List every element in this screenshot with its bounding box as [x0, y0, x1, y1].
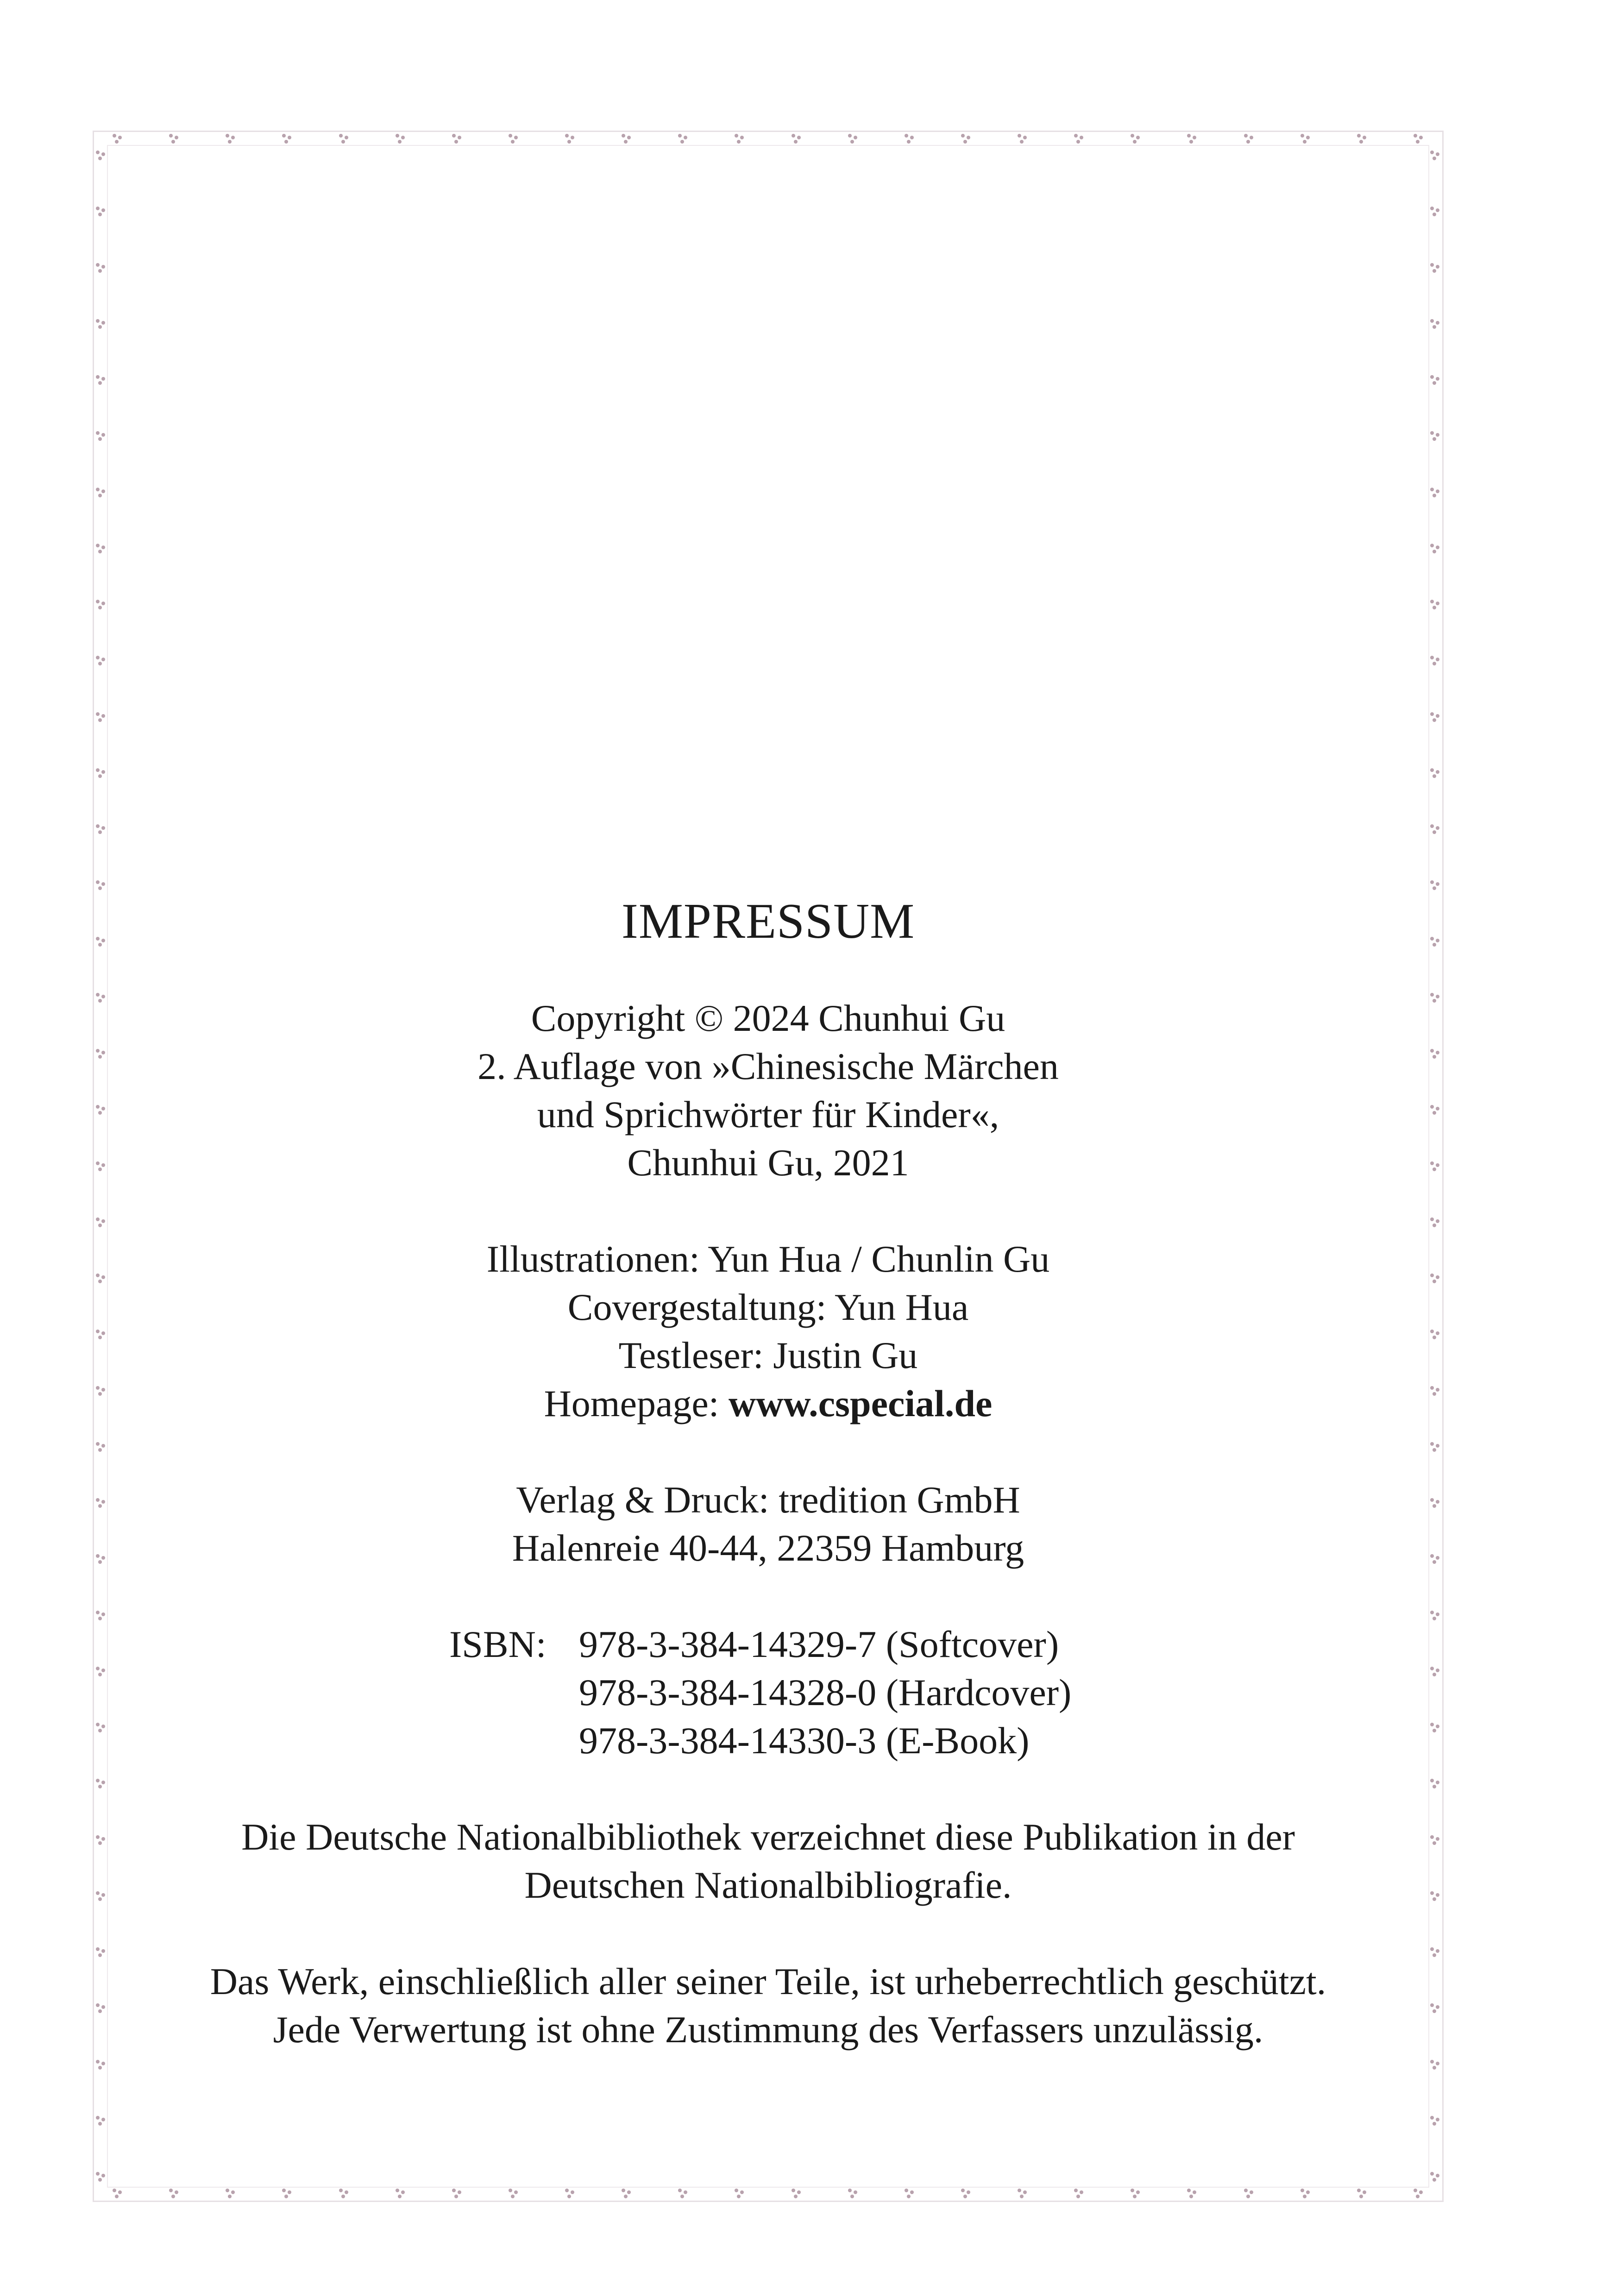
ornament-dot-cluster	[1430, 824, 1440, 834]
ornament-dot-cluster	[622, 2189, 632, 2199]
copyright-block	[93, 994, 1444, 1187]
ornament-dot-cluster	[96, 207, 106, 217]
ornament-dot-cluster	[96, 2116, 106, 2126]
ornament-dot-cluster	[1244, 134, 1254, 144]
isbn-list	[579, 1620, 1071, 1765]
cover-credit: Covergestaltung: Yun Hua	[567, 1286, 969, 1328]
edition-line: 2. Auflage von »Chinesische Märchen	[478, 1045, 1059, 1087]
ornament-dot-cluster	[1187, 134, 1197, 144]
ornament-dot-cluster	[1430, 544, 1440, 554]
ornament-dot-cluster	[905, 134, 915, 144]
ornament-dot-cluster	[1414, 134, 1424, 144]
ornament-dot-cluster	[1301, 2189, 1311, 2199]
ornament-dot-cluster	[96, 880, 106, 891]
ornament-dot-cluster	[396, 134, 406, 144]
rights-notice	[93, 1957, 1444, 2054]
ornament-dot-cluster	[1244, 2189, 1254, 2199]
ornament-dot-cluster	[113, 2189, 123, 2199]
imprint-content	[93, 891, 1444, 2102]
publisher-name: Verlag & Druck: tredition GmbH	[516, 1479, 1020, 1521]
ornament-dot-cluster	[1430, 207, 1440, 217]
publisher-address: Halenreie 40-44, 22359 Hamburg	[512, 1527, 1024, 1569]
dnb-notice-line-1: Die Deutsche Nationalbibliothek verzeichnet diese Publikation in der	[241, 1816, 1295, 1858]
border-ornament-bottom	[113, 2187, 1424, 2201]
isbn-block	[93, 1620, 1444, 1765]
ornament-dot-cluster	[1131, 2189, 1141, 2199]
ornament-dot-cluster	[113, 134, 123, 144]
ornament-dot-cluster	[96, 2172, 106, 2182]
ornament-dot-cluster	[1430, 600, 1440, 610]
ornament-dot-cluster	[509, 2189, 519, 2199]
ornament-dot-cluster	[1074, 134, 1084, 144]
ornament-dot-cluster	[282, 2189, 292, 2199]
dnb-notice	[93, 1813, 1444, 1909]
ornament-dot-cluster	[396, 2189, 406, 2199]
isbn-softcover: 978-3-384-14329-7 (Softcover)	[579, 1623, 1059, 1665]
ornament-dot-cluster	[96, 151, 106, 161]
ornament-dot-cluster	[735, 2189, 745, 2199]
ornament-dot-cluster	[1430, 712, 1440, 722]
ornament-dot-cluster	[226, 134, 236, 144]
ornament-dot-cluster	[1430, 375, 1440, 385]
ornament-dot-cluster	[1301, 134, 1311, 144]
ornament-dot-cluster	[1074, 2189, 1084, 2199]
ornament-dot-cluster	[96, 712, 106, 722]
ornament-dot-cluster	[1430, 2116, 1440, 2126]
ornament-dot-cluster	[792, 134, 802, 144]
ornament-dot-cluster	[678, 134, 688, 144]
ornament-dot-cluster	[848, 2189, 858, 2199]
ornament-dot-cluster	[169, 134, 179, 144]
ornament-dot-cluster	[96, 319, 106, 329]
illustrations-credit: Illustrationen: Yun Hua / Chunlin Gu	[486, 1238, 1050, 1280]
ornament-dot-cluster	[96, 375, 106, 385]
rights-notice-line-2: Jede Verwertung ist ohne Zustimmung des Verfassers unzulässig.	[273, 2008, 1263, 2051]
ornament-dot-cluster	[339, 2189, 349, 2199]
ornament-dot-cluster	[452, 134, 462, 144]
ornament-dot-cluster	[1357, 2189, 1367, 2199]
ornament-dot-cluster	[1430, 2172, 1440, 2182]
ornament-dot-cluster	[961, 2189, 971, 2199]
ornament-dot-cluster	[96, 656, 106, 666]
ornament-dot-cluster	[1430, 431, 1440, 441]
homepage-line	[93, 1380, 1444, 1428]
ornament-dot-cluster	[1430, 488, 1440, 498]
page-title: IMPRESSUM	[621, 894, 915, 949]
publisher-block	[93, 1476, 1444, 1572]
border-ornament-top	[113, 132, 1424, 146]
ornament-dot-cluster	[96, 263, 106, 273]
isbn-hardcover: 978-3-384-14328-0 (Hardcover)	[579, 1671, 1072, 1713]
ornament-dot-cluster	[848, 134, 858, 144]
edition-title-line: und Sprichwörter für Kinder«,	[537, 1093, 999, 1135]
ornament-dot-cluster	[1357, 134, 1367, 144]
ornament-dot-cluster	[226, 2189, 236, 2199]
ornament-dot-cluster	[1018, 134, 1028, 144]
dnb-notice-line-2: Deutschen Nationalbibliografie.	[524, 1864, 1012, 1906]
ornament-dot-cluster	[96, 544, 106, 554]
ornament-dot-cluster	[1018, 2189, 1028, 2199]
ornament-dot-cluster	[792, 2189, 802, 2199]
edition-author-line: Chunhui Gu, 2021	[627, 1142, 909, 1184]
ornament-dot-cluster	[1430, 151, 1440, 161]
ornament-dot-cluster	[509, 134, 519, 144]
ornament-dot-cluster	[452, 2189, 462, 2199]
ornament-dot-cluster	[282, 134, 292, 144]
ornament-dot-cluster	[735, 134, 745, 144]
isbn-ebook: 978-3-384-14330-3 (E-Book)	[579, 1719, 1030, 1762]
ornament-dot-cluster	[565, 2189, 575, 2199]
ornament-dot-cluster	[96, 488, 106, 498]
credits-block	[93, 1235, 1444, 1428]
copyright-line: Copyright © 2024 Chunhui Gu	[531, 997, 1005, 1039]
ornament-dot-cluster	[1430, 656, 1440, 666]
ornament-dot-cluster	[565, 134, 575, 144]
ornament-dot-cluster	[1430, 263, 1440, 273]
ornament-dot-cluster	[96, 600, 106, 610]
ornament-dot-cluster	[678, 2189, 688, 2199]
ornament-dot-cluster	[1430, 768, 1440, 778]
ornament-dot-cluster	[169, 2189, 179, 2199]
ornament-dot-cluster	[339, 134, 349, 144]
homepage-label: Homepage:	[544, 1382, 729, 1424]
ornament-dot-cluster	[905, 2189, 915, 2199]
ornament-dot-cluster	[1430, 319, 1440, 329]
ornament-dot-cluster	[96, 431, 106, 441]
ornament-dot-cluster	[1131, 134, 1141, 144]
isbn-label: ISBN:	[449, 1623, 547, 1665]
ornament-dot-cluster	[96, 768, 106, 778]
ornament-dot-cluster	[1430, 880, 1440, 891]
testreader-credit: Testleser: Justin Gu	[618, 1334, 918, 1376]
ornament-dot-cluster	[1414, 2189, 1424, 2199]
homepage-link[interactable]: www.cspecial.de	[729, 1382, 993, 1424]
ornament-dot-cluster	[622, 134, 632, 144]
ornament-dot-cluster	[96, 824, 106, 834]
ornament-dot-cluster	[961, 134, 971, 144]
rights-notice-line-1: Das Werk, einschließlich aller seiner Teile, ist urheberrechtlich geschützt.	[210, 1960, 1326, 2002]
ornament-dot-cluster	[1187, 2189, 1197, 2199]
